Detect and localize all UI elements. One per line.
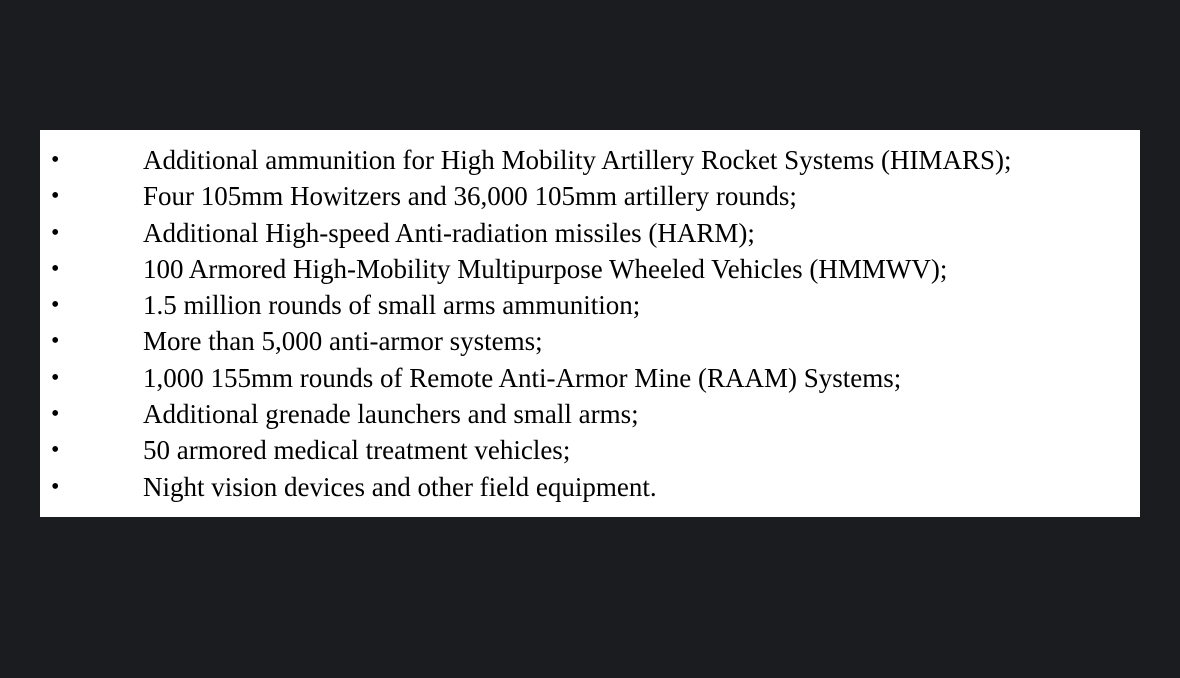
- bullet-icon: •: [51, 147, 60, 173]
- list-item: [40, 360, 1140, 396]
- list-item-text: 1.5 million rounds of small arms ammunition;: [143, 290, 641, 321]
- bullet-icon: •: [51, 473, 60, 500]
- list-item: [40, 469, 1140, 505]
- document-panel: [40, 130, 1140, 517]
- bullet-icon: •: [51, 292, 60, 319]
- list-item-text: 1,000 155mm rounds of Remote Anti-Armor Mine (RAAM) Systems;: [143, 362, 902, 393]
- bullet-icon: •: [51, 364, 60, 391]
- list-item-text: 100 Armored High-Mobility Multipurpose Wheeled Vehicles (HMMWV);: [143, 253, 948, 284]
- list-item: [40, 396, 1140, 432]
- list-item-text: More than 5,000 anti-armor systems;: [143, 326, 543, 357]
- list-item: [40, 251, 1140, 287]
- bullet-icon: •: [51, 401, 60, 428]
- bullet-icon: •: [51, 437, 60, 464]
- list-item: [40, 287, 1140, 323]
- bullet-icon: •: [51, 183, 60, 210]
- list-item-text: Additional ammunition for High Mobility Artillery Rocket Systems (HIMARS);: [143, 145, 1012, 175]
- equipment-bullet-list: [40, 142, 1140, 505]
- list-item-text: Four 105mm Howitzers and 36,000 105mm artillery rounds;: [143, 181, 797, 212]
- list-item: [40, 215, 1140, 251]
- bullet-icon: •: [51, 219, 60, 246]
- list-item-text: 50 armored medical treatment vehicles;: [143, 435, 571, 466]
- list-item: [40, 142, 1140, 178]
- list-item: [40, 432, 1140, 468]
- list-item-text: Additional High-speed Anti-radiation missiles (HARM);: [143, 217, 755, 248]
- list-item-text: Night vision devices and other field equipment.: [143, 471, 657, 502]
- list-item: [40, 323, 1140, 359]
- list-item: [40, 178, 1140, 214]
- bullet-icon: •: [51, 328, 60, 355]
- bullet-icon: •: [51, 255, 60, 282]
- list-item-text: Additional grenade launchers and small arms;: [143, 399, 639, 430]
